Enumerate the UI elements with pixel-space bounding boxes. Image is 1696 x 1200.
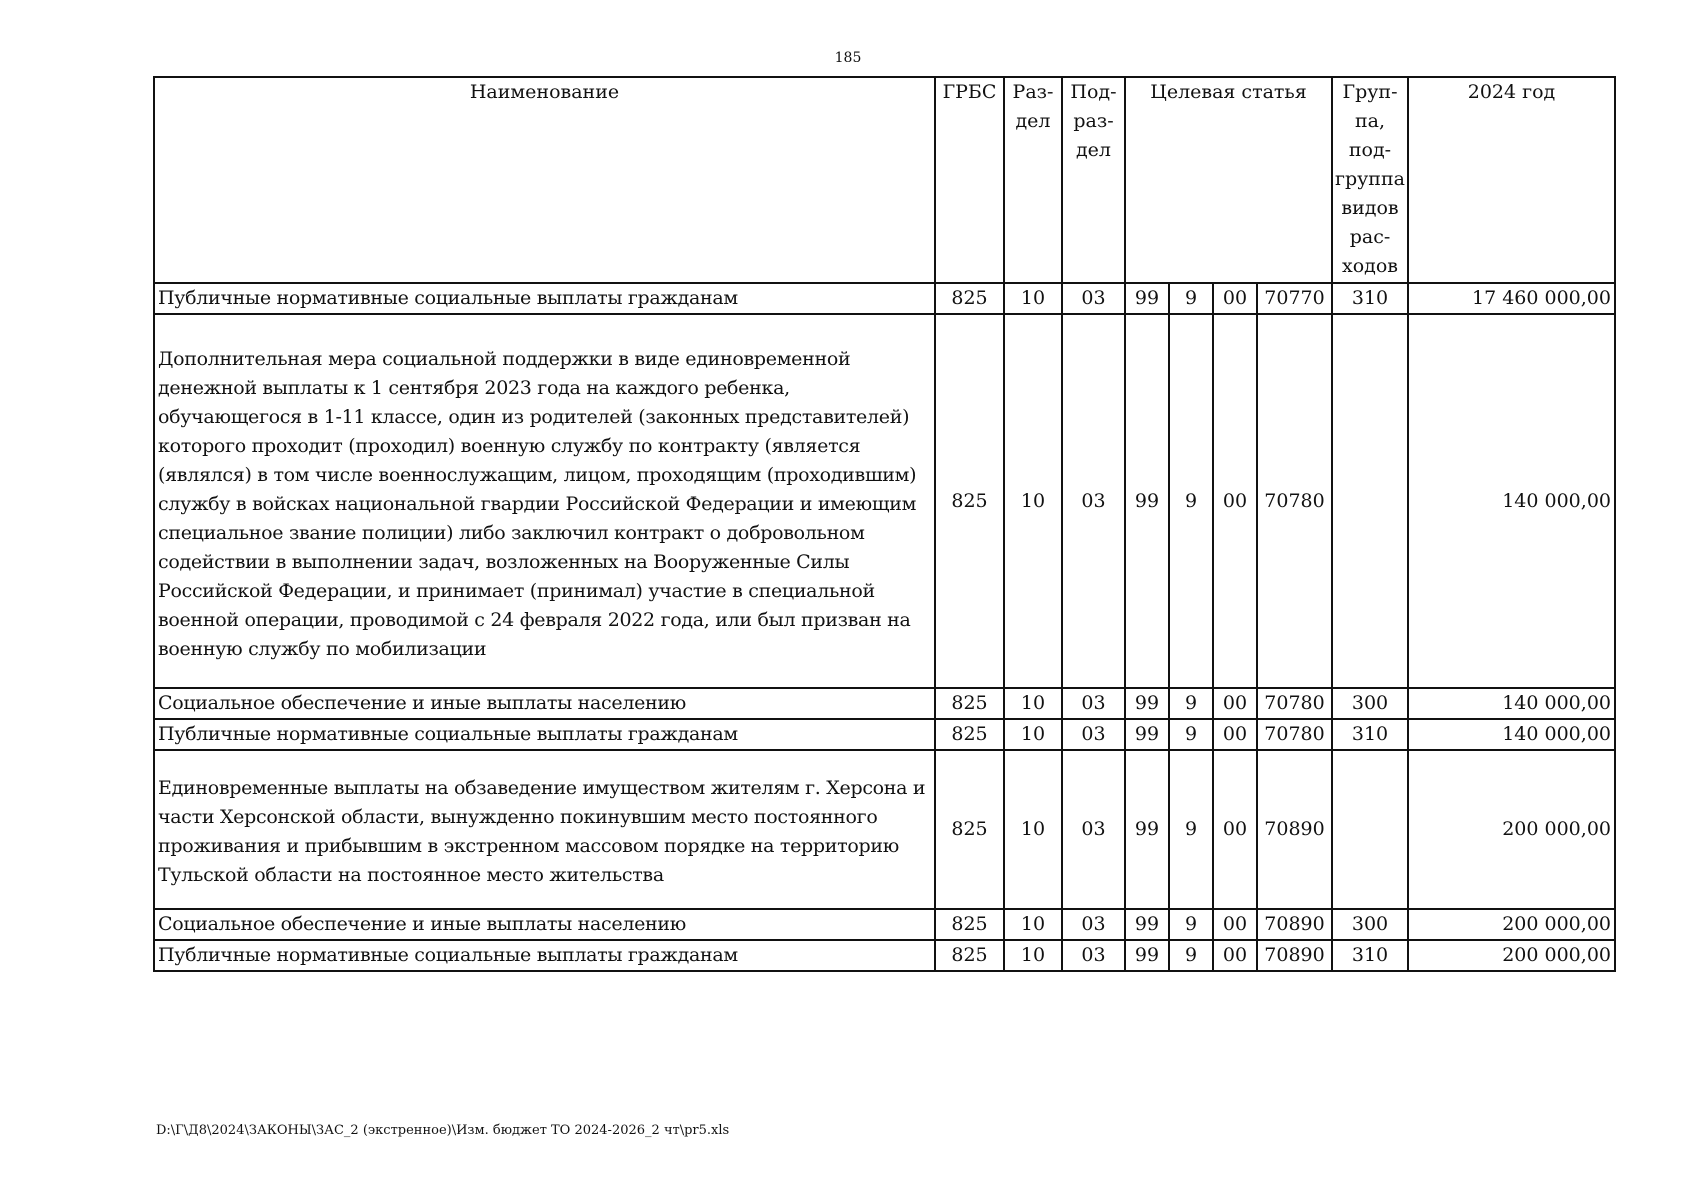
cell-amount: 17 460 000,00 bbox=[1408, 283, 1615, 314]
cell-razdel: 10 bbox=[1004, 909, 1062, 940]
cell-target-event: 00 bbox=[1213, 719, 1257, 750]
header-target: Целевая статья bbox=[1125, 77, 1332, 283]
cell-podrazdel: 03 bbox=[1062, 719, 1125, 750]
cell-target-code: 70890 bbox=[1257, 940, 1332, 971]
cell-target-code: 70780 bbox=[1257, 719, 1332, 750]
cell-target-program: 99 bbox=[1125, 719, 1169, 750]
cell-target-event: 00 bbox=[1213, 314, 1257, 688]
cell-target-event: 00 bbox=[1213, 283, 1257, 314]
cell-name: Дополнительная мера социальной поддержки в виде единовременной денежной выплаты к 1 сентября 2023 года на каждого ребенка, обучающегося в 1-11 классе, один из родителей (законных представителей) которого проходит (проходил) военную службу по контракту (является (являлся) в том числе военнослужащим, лицом, проходящим (проходившим) службу в войсках национальной гвардии Российской Федерации и имеющим специальное звание полиции) либо заключил контракт о добровольном содействии в выполнении задач, возложенных на Вооруженные Силы Российской Федерации, и принимает (принимал) участие в специальной военной операции, проводимой с 24 февраля 2022 года, или был призван на военную службу по мобилизации bbox=[154, 314, 935, 688]
cell-group bbox=[1332, 314, 1408, 688]
cell-group: 310 bbox=[1332, 940, 1408, 971]
cell-target-subprogram: 9 bbox=[1169, 283, 1213, 314]
cell-target-code: 70780 bbox=[1257, 688, 1332, 719]
cell-target-event: 00 bbox=[1213, 750, 1257, 909]
cell-grbs: 825 bbox=[935, 940, 1004, 971]
cell-target-code: 70890 bbox=[1257, 909, 1332, 940]
cell-name: Единовременные выплаты на обзаведение имуществом жителям г. Херсона и части Херсонской области, вынужденно покинувшим место постоянного проживания и прибывшим в экстренном массовом порядке на территорию Тульской области на постоянное место жительства bbox=[154, 750, 935, 909]
cell-target-subprogram: 9 bbox=[1169, 940, 1213, 971]
cell-podrazdel: 03 bbox=[1062, 314, 1125, 688]
cell-razdel: 10 bbox=[1004, 283, 1062, 314]
table-row bbox=[154, 283, 1615, 314]
cell-grbs: 825 bbox=[935, 719, 1004, 750]
budget-table bbox=[153, 76, 1616, 972]
cell-target-program: 99 bbox=[1125, 909, 1169, 940]
cell-grbs: 825 bbox=[935, 909, 1004, 940]
header-grbs: ГРБС bbox=[935, 77, 1004, 283]
table-row bbox=[154, 314, 1615, 688]
cell-group: 310 bbox=[1332, 719, 1408, 750]
cell-group: 300 bbox=[1332, 909, 1408, 940]
page-number: 185 bbox=[834, 50, 862, 66]
cell-group: 310 bbox=[1332, 283, 1408, 314]
cell-grbs: 825 bbox=[935, 283, 1004, 314]
table-row bbox=[154, 688, 1615, 719]
cell-grbs: 825 bbox=[935, 314, 1004, 688]
cell-target-program: 99 bbox=[1125, 688, 1169, 719]
header-podrazdel: Под- раз- дел bbox=[1062, 77, 1125, 283]
cell-grbs: 825 bbox=[935, 688, 1004, 719]
cell-razdel: 10 bbox=[1004, 314, 1062, 688]
cell-group: 300 bbox=[1332, 688, 1408, 719]
footer-file-path: D:\Г\Д8\2024\ЗАКОНЫ\ЗАС_2 (экстренное)\Изм. бюджет ТО 2024-2026_2 чт\pr5.xls bbox=[156, 1123, 730, 1138]
cell-name: Социальное обеспечение и иные выплаты населению bbox=[154, 909, 935, 940]
cell-grbs: 825 bbox=[935, 750, 1004, 909]
table-row bbox=[154, 719, 1615, 750]
cell-razdel: 10 bbox=[1004, 688, 1062, 719]
cell-name: Социальное обеспечение и иные выплаты населению bbox=[154, 688, 935, 719]
cell-target-subprogram: 9 bbox=[1169, 909, 1213, 940]
cell-target-code: 70890 bbox=[1257, 750, 1332, 909]
table-header-row bbox=[154, 77, 1615, 283]
cell-name: Публичные нормативные социальные выплаты гражданам bbox=[154, 719, 935, 750]
cell-target-code: 70780 bbox=[1257, 314, 1332, 688]
cell-amount: 140 000,00 bbox=[1408, 719, 1615, 750]
table-row bbox=[154, 750, 1615, 909]
cell-razdel: 10 bbox=[1004, 750, 1062, 909]
cell-target-event: 00 bbox=[1213, 688, 1257, 719]
cell-target-program: 99 bbox=[1125, 283, 1169, 314]
header-name: Наименование bbox=[154, 77, 935, 283]
cell-amount: 200 000,00 bbox=[1408, 940, 1615, 971]
cell-amount: 140 000,00 bbox=[1408, 314, 1615, 688]
cell-podrazdel: 03 bbox=[1062, 940, 1125, 971]
cell-target-event: 00 bbox=[1213, 940, 1257, 971]
cell-target-subprogram: 9 bbox=[1169, 719, 1213, 750]
cell-podrazdel: 03 bbox=[1062, 750, 1125, 909]
cell-target-event: 00 bbox=[1213, 909, 1257, 940]
cell-amount: 140 000,00 bbox=[1408, 688, 1615, 719]
header-amount: 2024 год bbox=[1408, 77, 1615, 283]
cell-podrazdel: 03 bbox=[1062, 688, 1125, 719]
cell-razdel: 10 bbox=[1004, 940, 1062, 971]
cell-amount: 200 000,00 bbox=[1408, 750, 1615, 909]
header-razdel: Раз- дел bbox=[1004, 77, 1062, 283]
cell-target-program: 99 bbox=[1125, 940, 1169, 971]
cell-razdel: 10 bbox=[1004, 719, 1062, 750]
header-group: Груп- па, под- группа видов рас- ходов bbox=[1332, 77, 1408, 283]
table-row bbox=[154, 940, 1615, 971]
cell-podrazdel: 03 bbox=[1062, 909, 1125, 940]
table-row bbox=[154, 909, 1615, 940]
cell-target-code: 70770 bbox=[1257, 283, 1332, 314]
cell-target-program: 99 bbox=[1125, 750, 1169, 909]
cell-name: Публичные нормативные социальные выплаты гражданам bbox=[154, 283, 935, 314]
cell-target-subprogram: 9 bbox=[1169, 750, 1213, 909]
cell-podrazdel: 03 bbox=[1062, 283, 1125, 314]
cell-amount: 200 000,00 bbox=[1408, 909, 1615, 940]
cell-group bbox=[1332, 750, 1408, 909]
cell-name: Публичные нормативные социальные выплаты гражданам bbox=[154, 940, 935, 971]
cell-target-program: 99 bbox=[1125, 314, 1169, 688]
cell-target-subprogram: 9 bbox=[1169, 314, 1213, 688]
cell-target-subprogram: 9 bbox=[1169, 688, 1213, 719]
